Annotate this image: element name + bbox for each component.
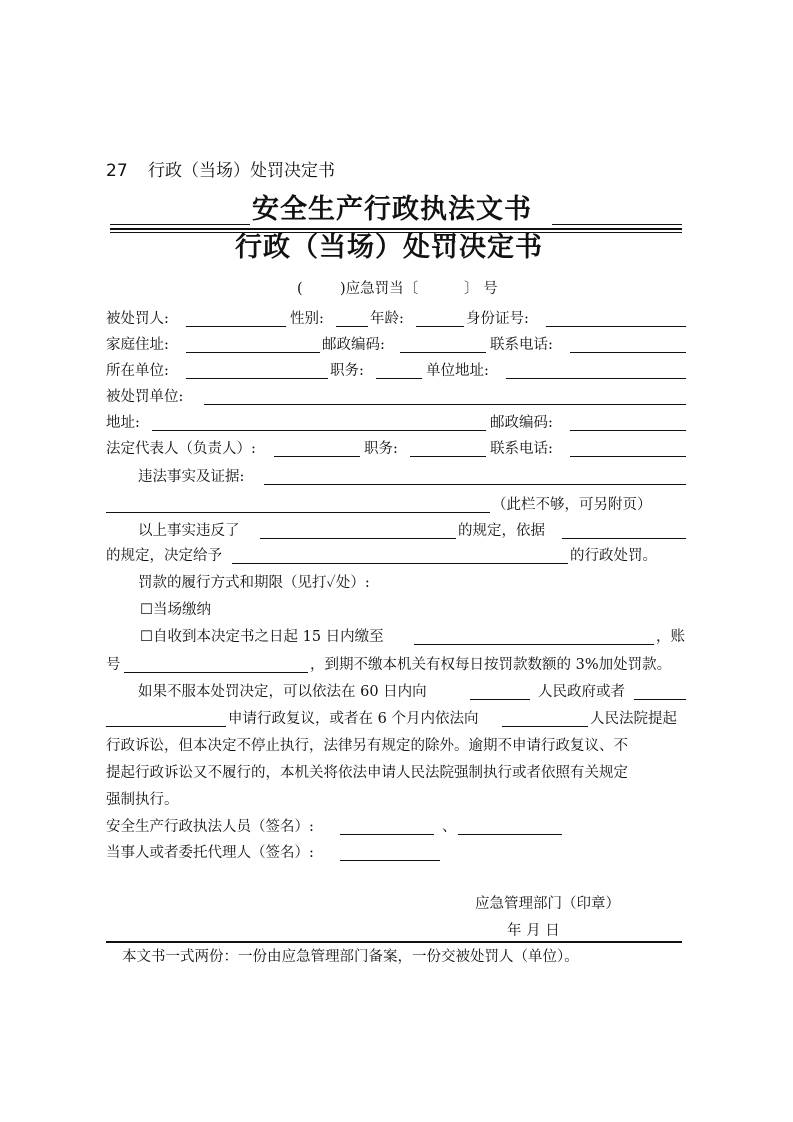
unit-address-field[interactable] bbox=[506, 378, 686, 379]
title-double-rule bbox=[110, 228, 682, 230]
party-sign-label: 当事人或者委托代理人（签名）: bbox=[106, 845, 314, 861]
workplace-label: 所在单位: bbox=[106, 363, 169, 379]
phone2-field[interactable] bbox=[570, 456, 686, 457]
government-field[interactable] bbox=[470, 699, 530, 700]
appeal-text-4: 提起行政诉讼又不履行的，本机关将依法申请人民法院强制执行或者依照有关规定 bbox=[106, 765, 628, 781]
party-signature-field[interactable] bbox=[340, 860, 440, 861]
position-label: 职务: bbox=[330, 363, 364, 379]
account-label-end: ，账 bbox=[656, 629, 685, 645]
violation-text-b: 的规定，依据 bbox=[458, 523, 545, 539]
postcode2-field[interactable] bbox=[570, 430, 686, 431]
appeal-text-2b: 人民法院提起 bbox=[590, 711, 677, 727]
legal-rep-label: 法定代表人（负责人）: bbox=[106, 441, 256, 457]
postcode-label: 邮政编码: bbox=[322, 337, 385, 353]
legal-rep-field[interactable] bbox=[274, 456, 360, 457]
appeal-text-2a: 申请行政复议，或者在 6 个月内依法向 bbox=[228, 711, 479, 727]
id-number-field[interactable] bbox=[546, 326, 686, 327]
appeal-text-3: 行政诉讼，但本决定不停止执行，法律另有规定的除外。逾期不申请行政复议、不 bbox=[106, 738, 628, 754]
legal-basis-field[interactable] bbox=[562, 538, 686, 539]
payment-bank-field[interactable] bbox=[414, 644, 654, 645]
phone-field[interactable] bbox=[570, 352, 686, 353]
decision-text-a: 的规定，决定给予 bbox=[106, 548, 222, 564]
punished-person-label: 被处罚人: bbox=[106, 311, 169, 327]
gender-field[interactable] bbox=[336, 326, 368, 327]
age-label: 年龄: bbox=[370, 311, 404, 327]
reconsideration-body-field-2[interactable] bbox=[106, 726, 226, 727]
court-field[interactable] bbox=[502, 726, 588, 727]
position2-field[interactable] bbox=[410, 456, 486, 457]
unit-address-label: 单位地址: bbox=[426, 363, 489, 379]
account-number-field[interactable] bbox=[124, 672, 308, 673]
home-address-label: 家庭住址: bbox=[106, 337, 169, 353]
reconsideration-body-field-1[interactable] bbox=[634, 699, 686, 700]
appeal-text-1b: 人民政府或者 bbox=[538, 684, 625, 700]
home-address-field[interactable] bbox=[186, 352, 320, 353]
position-field[interactable] bbox=[376, 378, 422, 379]
page-title: 行政（当场）处罚决定书 bbox=[235, 232, 543, 263]
workplace-field[interactable] bbox=[186, 378, 328, 379]
date-label: 年 月 日 bbox=[507, 923, 560, 939]
violation-text-a: 以上事实违反了 bbox=[138, 523, 240, 539]
position2-label: 职务: bbox=[364, 441, 398, 457]
section-number: 27 bbox=[106, 161, 128, 181]
account-label-start: 号 bbox=[106, 657, 121, 673]
doc-number-open: ( bbox=[297, 281, 303, 297]
decision-text-b: 的行政处罚。 bbox=[570, 548, 657, 564]
phone-label: 联系电话: bbox=[490, 337, 553, 353]
violated-provision-field[interactable] bbox=[260, 538, 456, 539]
fine-method-label: 罚款的履行方式和期限（见打✓处）: bbox=[138, 575, 370, 591]
address-label: 地址: bbox=[106, 415, 140, 431]
document-series-title: 安全生产行政执法文书 bbox=[252, 194, 532, 225]
appeal-text-5: 强制执行。 bbox=[106, 792, 179, 808]
title-right-line bbox=[552, 224, 682, 225]
doc-number-mid: )应急罚当〔 bbox=[340, 281, 419, 297]
copies-note: 本文书一式两份：一份由应急管理部门备案，一份交被处罚人（单位）。 bbox=[122, 949, 579, 965]
phone2-label: 联系电话: bbox=[490, 441, 553, 457]
option-on-site-checkbox[interactable]: ☐当场缴纳 bbox=[140, 602, 211, 618]
postcode2-label: 邮政编码: bbox=[490, 415, 553, 431]
gender-label: 性别: bbox=[290, 311, 324, 327]
facts-note: （此栏不够，可另附页） bbox=[492, 497, 652, 513]
officer-sign-separator: 、 bbox=[442, 819, 457, 835]
punished-unit-label: 被处罚单位: bbox=[106, 389, 184, 405]
id-number-label: 身份证号: bbox=[466, 311, 529, 327]
doc-number-close: 〕 号 bbox=[464, 281, 498, 297]
facts-label: 违法事实及证据: bbox=[138, 469, 245, 485]
officer-sign-label: 安全生产行政执法人员（签名）: bbox=[106, 819, 314, 835]
age-field[interactable] bbox=[416, 326, 464, 327]
officer-signature-field-2[interactable] bbox=[458, 834, 562, 835]
title-left-line bbox=[110, 224, 250, 225]
penalty-field[interactable] bbox=[232, 563, 568, 564]
facts-field-line2[interactable] bbox=[106, 512, 490, 513]
option-15-days-checkbox[interactable]: ☐自收到本决定书之日起 15 日内缴至 bbox=[140, 629, 384, 645]
punished-person-field[interactable] bbox=[186, 326, 286, 327]
address-field[interactable] bbox=[152, 430, 486, 431]
section-label: 行政（当场）处罚决定书 bbox=[148, 161, 335, 181]
postcode-field[interactable] bbox=[400, 352, 486, 353]
appeal-text-1a: 如果不服本处罚决定，可以依法在 60 日内向 bbox=[138, 684, 427, 700]
footer-rule bbox=[106, 941, 682, 943]
facts-field-line1[interactable] bbox=[264, 484, 686, 485]
seal-label: 应急管理部门（印章） bbox=[475, 896, 620, 912]
officer-signature-field-1[interactable] bbox=[340, 834, 434, 835]
late-fee-text: ，到期不缴本机关有权每日按罚款数额的 3%加处罚款。 bbox=[310, 657, 672, 673]
punished-unit-field[interactable] bbox=[204, 404, 686, 405]
